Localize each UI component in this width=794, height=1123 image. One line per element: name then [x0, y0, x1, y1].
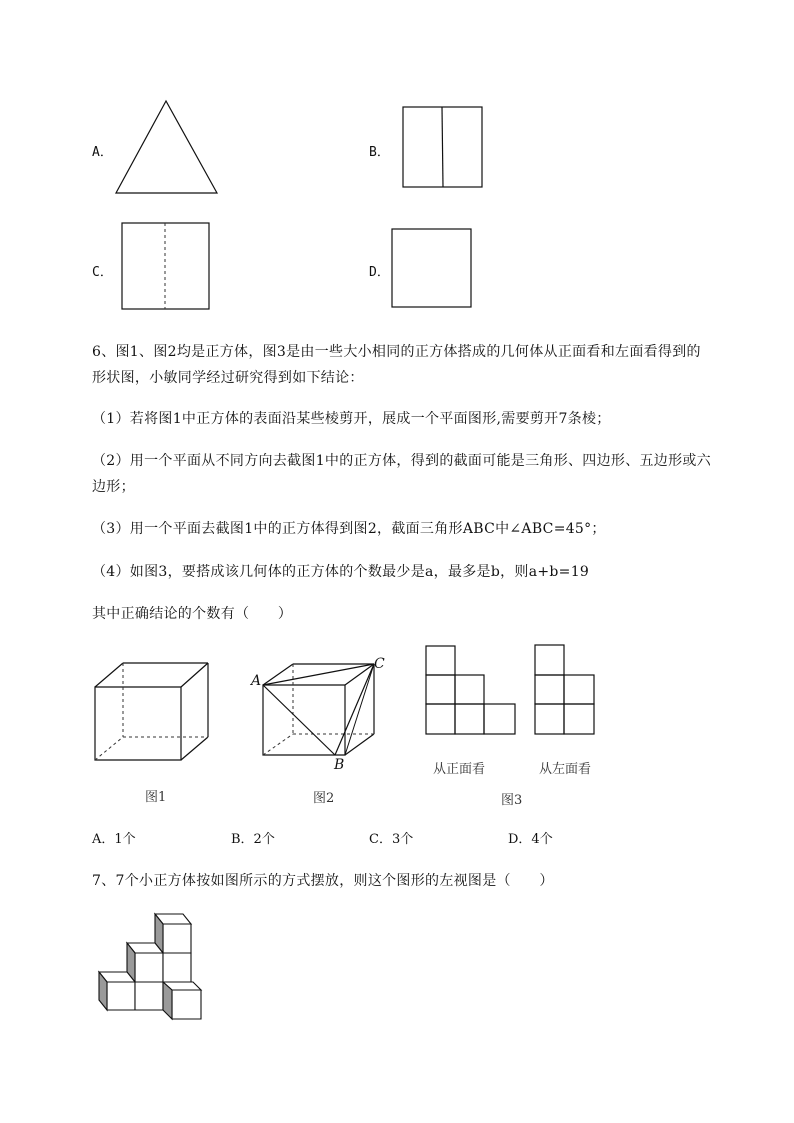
choice-a: A．1个	[92, 832, 136, 847]
figure-2-caption: 图2	[313, 791, 335, 806]
option-c-label: C．	[92, 265, 113, 280]
point-c-label: C	[374, 656, 385, 672]
q6-question: 其中正确结论的个数有（ ）	[92, 606, 293, 622]
choice-c: C．3个	[369, 832, 414, 847]
q7-stem: 7、7个小正方体按如图所示的方式摆放，则这个图形的左视图是（ ）	[92, 873, 554, 889]
q6-statement-1: （1）若将图1中正方体的表面沿某些棱剪开，展成一个平面图形,需要剪开7条棱；	[92, 411, 611, 427]
q6-stem-line1: 6、图1、图2均是正方体，图3是由一些大小相同的正方体搭成的几何体从正面看和左面看得到的	[92, 344, 701, 360]
q6-statement-2-line2: 边形；	[92, 479, 135, 495]
option-d-label: D．	[369, 265, 390, 280]
point-a-label: A	[251, 673, 262, 689]
front-view-label: 从正面看	[433, 762, 486, 777]
q6-statement-4: （4）如图3，要搭成该几何体的正方体的个数最少是a，最多是b，则a+b=19	[92, 564, 590, 580]
q6-stem-line2: 形状图，小敏同学经过研究得到如下结论：	[92, 370, 364, 386]
choice-d: D．4个	[508, 832, 553, 847]
option-b-label: B．	[369, 145, 390, 160]
figure-1-caption: 图1	[145, 790, 167, 805]
q6-statement-2-line1: （2）用一个平面从不同方向去截图1中的正方体，得到的截面可能是三角形、四边形、五边形或六	[92, 453, 712, 469]
point-b-label: B	[334, 757, 345, 773]
figure-3-caption: 图3	[501, 793, 523, 808]
choice-b: B．2个	[231, 832, 275, 847]
q6-statement-3: （3）用一个平面去截图1中的正方体得到图2，截面三角形ABC中∠ABC=45°；	[92, 521, 606, 537]
option-a-label: A．	[92, 145, 113, 160]
left-view-label: 从左面看	[539, 762, 592, 777]
